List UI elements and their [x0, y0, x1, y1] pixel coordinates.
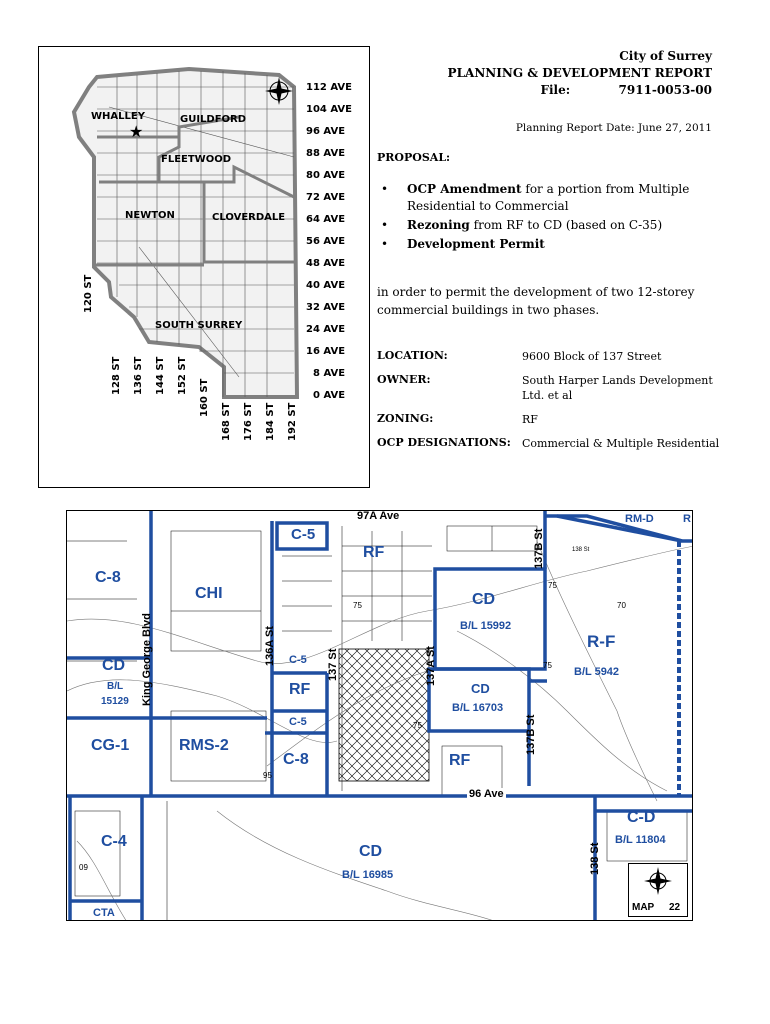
- zone-cd-16985: CD: [359, 843, 383, 860]
- bylaw-5942: B/L 5942: [574, 666, 620, 678]
- proposal-purpose: in order to permit the development of two 12-storey commercial buildings in two phases.: [377, 285, 695, 317]
- st-label: 160 ST: [199, 378, 210, 417]
- st-label: 120 ST: [83, 274, 94, 313]
- map-number: 22: [669, 902, 681, 913]
- zone-c5-mid: C-5: [289, 654, 307, 666]
- bylaw-15992: B/L 15992: [460, 620, 512, 632]
- contour-label: 70: [617, 601, 626, 610]
- ave-label: 56 AVE: [306, 236, 346, 247]
- ave-label: 64 AVE: [306, 214, 346, 225]
- bylaw-16985: B/L 16985: [342, 869, 394, 881]
- ave-label: 96 AVE: [306, 126, 346, 137]
- area-label-fleetwood: FLEETWOOD: [161, 154, 232, 165]
- ave-label: 104 AVE: [306, 104, 352, 115]
- site-star-icon: ★: [129, 122, 144, 141]
- contour-label: 95: [263, 771, 272, 780]
- bylaw-15129-a: B/L: [107, 681, 124, 692]
- street-138-st: 138 St: [589, 842, 601, 875]
- ocp-value: Commercial & Multiple Residential: [522, 437, 720, 450]
- zone-cd-15129: CD: [102, 657, 126, 674]
- zone-rf-low: RF: [449, 752, 471, 769]
- zone-r-edge: R: [683, 513, 691, 525]
- ave-label: 80 AVE: [306, 170, 346, 181]
- street-137a-st: 137A St: [425, 646, 437, 686]
- st-label: 152 ST: [177, 356, 188, 395]
- map-label: MAP: [632, 902, 655, 913]
- street-137-st: 137 St: [327, 648, 339, 681]
- key-map: [38, 46, 370, 488]
- ave-label: 24 AVE: [306, 324, 346, 335]
- area-label-cloverdale: CLOVERDALE: [212, 212, 286, 223]
- bylaw-16703: B/L 16703: [452, 702, 504, 714]
- st-label: 128 ST: [111, 356, 122, 395]
- street-96-ave: 96 Ave: [469, 788, 504, 800]
- ave-label: 88 AVE: [306, 148, 346, 159]
- ave-label: 112 AVE: [306, 82, 352, 93]
- st-label: 184 ST: [265, 402, 276, 441]
- contour-label: 75: [413, 721, 422, 730]
- zone-cg1: CG-1: [91, 737, 130, 754]
- zone-c5-top: C-5: [291, 526, 316, 543]
- street-137b-st-mid: 137B St: [525, 714, 537, 755]
- zone-rms2: RMS-2: [179, 737, 229, 754]
- ave-label: 16 AVE: [306, 346, 346, 357]
- report-date: Planning Report Date: June 27, 2011: [515, 122, 712, 134]
- area-label-newton: NEWTON: [125, 210, 175, 221]
- street-136a-st: 136A St: [264, 626, 276, 666]
- st-label: 176 ST: [243, 402, 254, 441]
- zoning-value: RF: [522, 413, 538, 426]
- ocp-label: OCP DESIGNATIONS:: [377, 436, 511, 449]
- zone-rf-mid: RF: [289, 681, 311, 698]
- ave-label: 40 AVE: [306, 280, 346, 291]
- street-138-st-small: 138 St: [572, 547, 590, 553]
- file-label: File:: [540, 83, 571, 97]
- subject-site: [339, 649, 429, 781]
- area-label-whalley: WHALLEY: [91, 111, 145, 122]
- contour-label: 75: [543, 661, 552, 670]
- report-header: [448, 48, 712, 99]
- street-137b-st-top: 137B St: [533, 528, 545, 569]
- st-label: 168 ST: [221, 402, 232, 441]
- city-name: City of Surrey: [619, 49, 712, 63]
- zoning-label: ZONING:: [377, 412, 434, 425]
- zone-chi: CHI: [195, 585, 223, 602]
- st-label: 136 ST: [133, 356, 144, 395]
- ave-label: 72 AVE: [306, 192, 346, 203]
- owner-label: OWNER:: [377, 373, 431, 386]
- ave-label: 48 AVE: [306, 258, 346, 269]
- map-number-box: [628, 863, 688, 917]
- ave-label: 8 AVE: [313, 368, 346, 379]
- area-label-guildford: GUILDFORD: [180, 114, 247, 125]
- contour-label: 09: [79, 863, 88, 872]
- file-number: 7911-0053-00: [618, 83, 712, 97]
- contour-label: 75: [548, 581, 557, 590]
- zone-c5-low: C-5: [289, 716, 307, 728]
- report-title: PLANNING & DEVELOPMENT REPORT: [447, 66, 712, 80]
- bylaw-11804: B/L 11804: [615, 834, 666, 846]
- zone-c4: C-4: [101, 833, 127, 850]
- zone-rf-top: RF: [363, 544, 385, 561]
- proposal-item: • Rezoning from RF to CD (based on C-35): [377, 217, 717, 234]
- contour-label: 75: [353, 601, 362, 610]
- st-label: 144 ST: [155, 356, 166, 395]
- proposal-item: • Development Permit: [377, 236, 717, 253]
- zone-cd-15992: CD: [472, 591, 496, 608]
- street-king-george-blvd: King George Blvd: [141, 613, 153, 706]
- proposal-item: • OCP Amendment for a portion from Multiple Residential to Commercial: [377, 181, 717, 215]
- owner-value: South Harper Lands Development Ltd. et al: [522, 374, 713, 402]
- ave-label: 32 AVE: [306, 302, 346, 313]
- st-label: 192 ST: [287, 402, 298, 441]
- zone-rmd: RM-D: [625, 513, 654, 525]
- zone-c8-left: C-8: [95, 569, 121, 586]
- ave-label: 0 AVE: [313, 390, 346, 401]
- zone-rf-right: R-F: [587, 632, 616, 651]
- street-97a-ave: 97A Ave: [357, 510, 400, 522]
- proposal-heading: PROPOSAL:: [377, 151, 451, 164]
- zone-cd-16703: CD: [471, 681, 490, 696]
- north-arrow-icon: [629, 864, 687, 902]
- location-value: 9600 Block of 137 Street: [522, 350, 662, 363]
- bylaw-15129-b: 15129: [101, 696, 129, 707]
- zone-c8-mid: C-8: [283, 751, 309, 768]
- area-label-south-surrey: SOUTH SURREY: [155, 320, 243, 331]
- proposal-list: [377, 181, 717, 255]
- file-row: [448, 82, 712, 99]
- location-label: LOCATION:: [377, 349, 448, 362]
- zoning-map: [66, 510, 693, 921]
- zone-cta: CTA: [93, 907, 115, 919]
- zone-cd-11804: C-D: [627, 809, 656, 826]
